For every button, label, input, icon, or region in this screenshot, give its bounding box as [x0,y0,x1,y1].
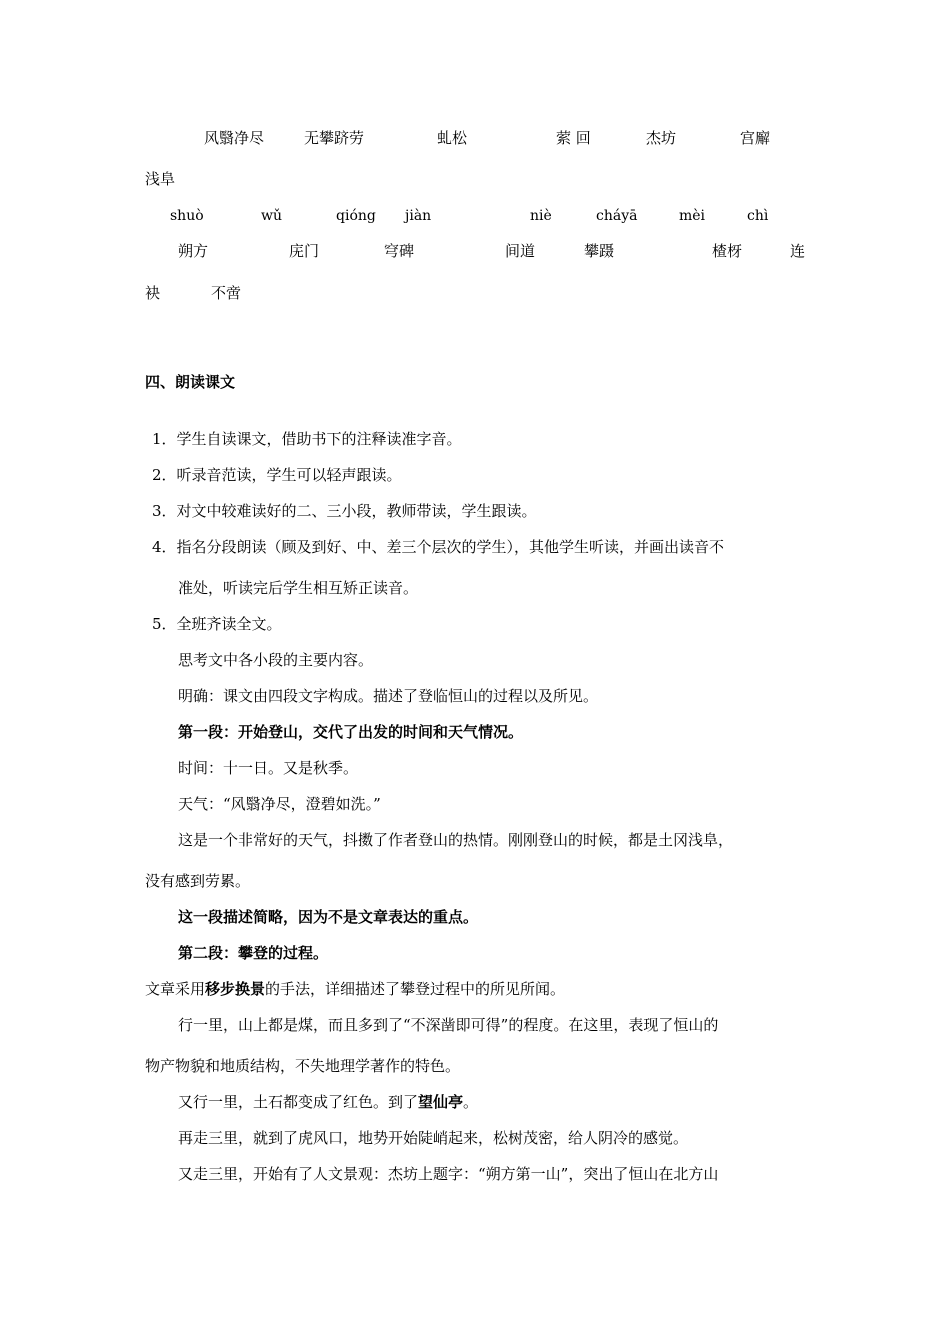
walk-line-continued: 物产物貌和地质结构，不失地理学著作的特色。 [145,1057,461,1075]
think-line: 思考文中各小段的主要内容。 [178,651,374,669]
method-term: 移步换景 [205,980,266,998]
walk-text: 。 [463,1093,479,1111]
walk-line: 又走三里，开始有了人文景观：杰坊上题字：“朔方第一山”，突出了恒山在北方山 [178,1165,719,1183]
vocab-word: 杰坊 [646,129,677,147]
vocab-word: 风翳净尽 [204,129,265,147]
walk-line: 再走三里，就到了虎风口，地势开始陡峭起来，松树茂密，给人阴冷的感觉。 [178,1129,689,1147]
vocab-word: 攀蹑 [584,242,615,260]
step-item: 2．听录音范读，学生可以轻声跟读。 [152,466,402,484]
vocab-word: 虬松 [437,129,468,147]
vocab-word: 袂 [145,284,161,302]
section-title: 四、朗读课文 [145,373,236,391]
pinyin: chì [747,208,769,224]
method-text: 的手法，详细描述了攀登过程中的所见所闻。 [265,980,566,998]
step-item-continued: 准处，听读完后学生相互矫正读音。 [178,579,419,597]
weather-line: 天气：“风翳净尽，澄碧如洗。” [178,795,381,813]
time-line: 时间：十一日。又是秋季。 [178,759,359,777]
paragraph-1-heading: 第一段：开始登山，交代了出发的时间和天气情况。 [178,723,524,741]
step-item: 4．指名分段朗读（顾及到好、中、差三个层次的学生），其他学生听读，并画出读音不 [152,538,725,556]
pinyin: qióng [336,208,376,224]
method-text: 文章采用 [145,980,206,998]
walk-line: 行一里，山上都是煤，而且多到了“不深凿即可得”的程度。在这里，表现了恒山的 [178,1016,719,1034]
paragraph-2-heading: 第二段：攀登的过程。 [178,944,329,962]
step-item: 3．对文中较难读好的二、三小段，教师带读，学生跟读。 [152,502,537,520]
vocab-word-wrap: 浅阜 [145,170,176,188]
vocab-word: 楂枒 [712,242,743,260]
vocab-word: 朔方 [178,242,209,260]
pinyin: wǔ [261,208,282,224]
walk-text: 又行一里，土石都变成了红色。到了 [178,1093,419,1111]
vocab-word: 连 [790,242,806,260]
paragraph-1-desc-continued: 没有感到劳累。 [145,872,251,890]
vocab-word: 不啻 [211,284,242,302]
pinyin: shuò [170,208,204,224]
pinyin: niè [530,208,552,224]
pinyin: cháyā [596,208,638,224]
walk-line [178,1092,478,1112]
vocab-word: 无攀跻劳 [304,129,365,147]
pinyin: jiàn [405,208,432,224]
method-line [145,979,565,999]
step-item: 1．学生自读课文，借助书下的注释读准字音。 [152,430,462,448]
pinyin: mèi [679,208,706,224]
vocab-word: 庑门 [289,242,320,260]
vocab-word: 宫廨 [740,129,771,147]
place-name: 望仙亭 [418,1093,464,1111]
vocab-word: 穹碑 [384,242,415,260]
vocab-word: 萦 回 [556,129,591,147]
vocab-word: 间道 [505,242,536,260]
paragraph-1-desc: 这是一个非常好的天气，抖擞了作者登山的热情。刚刚登山的时候，都是土冈浅阜， [178,831,734,849]
step-item: 5．全班齐读全文。 [152,615,282,633]
clarify-line: 明确：课文由四段文字构成。描述了登临恒山的过程以及所见。 [178,687,599,705]
paragraph-1-note: 这一段描述简略，因为不是文章表达的重点。 [178,908,479,926]
